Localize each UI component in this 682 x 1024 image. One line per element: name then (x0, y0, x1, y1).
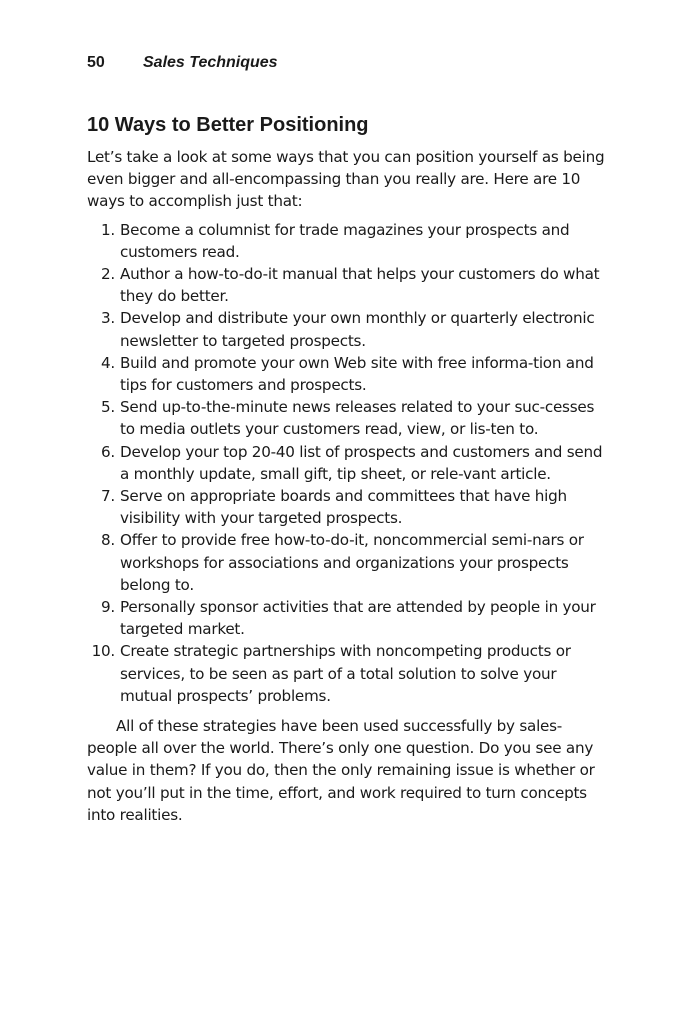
list-item (87, 596, 607, 640)
list-item-number: 2. (101, 265, 115, 284)
list-item-text: Develop and distribute your own monthly or quarterly electronic newsletter to targeted prospects. (120, 309, 595, 350)
list-item-number: 8. (101, 531, 115, 550)
page-number: 50 (87, 54, 105, 71)
list-item-text: Author a how-to-do-it manual that helps your customers do what they do better. (120, 265, 600, 306)
list-item (87, 396, 607, 440)
list-item (87, 307, 607, 351)
list-item-text: Serve on appropriate boards and committees that have high visibility with your targeted prospects. (120, 487, 567, 528)
list-item (87, 529, 607, 596)
list-item (87, 640, 607, 707)
list-item (87, 485, 607, 529)
list-item-text: Personally sponsor activities that are attended by people in your targeted market. (120, 598, 596, 639)
list-item-number: 1. (101, 220, 115, 239)
book-page (87, 52, 607, 826)
running-head (87, 52, 607, 74)
list-item-text: Send up-to-the-minute news releases related to your suc-cesses to media outlets your customers read, view, or lis-ten to. (120, 398, 595, 439)
list-item-number: 10. (91, 642, 115, 661)
list-item-text: Build and promote your own Web site with free informa-tion and tips for customers and prospects. (120, 353, 594, 395)
closing-paragraph: All of these strategies have been used successfully by sales-people all over the world. There’s only one question. Do you see any value in them? If you do, then the only remaining issue is whether or not you’ll put in the time, effort, and work required to turn concepts into realities. (87, 717, 595, 824)
list-item-number: 7. (101, 487, 115, 506)
list-item-text: Offer to provide free how-to-do-it, noncommercial semi-nars or workshops for associations and organizations your prospects belong to. (120, 531, 584, 594)
list-item-text: Become a columnist for trade magazines your prospects and customers read. (120, 220, 570, 261)
intro-paragraph: Let’s take a look at some ways that you can position yourself as being even bigger and all-encompassing than you really are. Here are 10 ways to accomplish just that: (87, 148, 605, 211)
list-item-number: 3. (101, 309, 115, 328)
list-item-number: 5. (101, 398, 115, 417)
section-heading: 10 Ways to Better Positioning (87, 114, 369, 136)
list-item-text: Create strategic partnerships with noncompeting products or services, to be seen as part of a total solution to solve your mutual prospects’ problems. (120, 642, 571, 705)
ways-list (87, 219, 607, 707)
list-item (87, 352, 607, 396)
list-item (87, 219, 607, 263)
list-item (87, 263, 607, 307)
list-item-number: 4. (101, 353, 115, 372)
list-item-number: 9. (101, 598, 115, 617)
list-item (87, 441, 607, 485)
list-item-text: Develop your top 20-40 list of prospects and customers and send a monthly update, small gift, tip sheet, or rele-vant article. (120, 442, 603, 483)
book-title: Sales Techniques (143, 54, 278, 71)
list-item-number: 6. (101, 442, 115, 461)
